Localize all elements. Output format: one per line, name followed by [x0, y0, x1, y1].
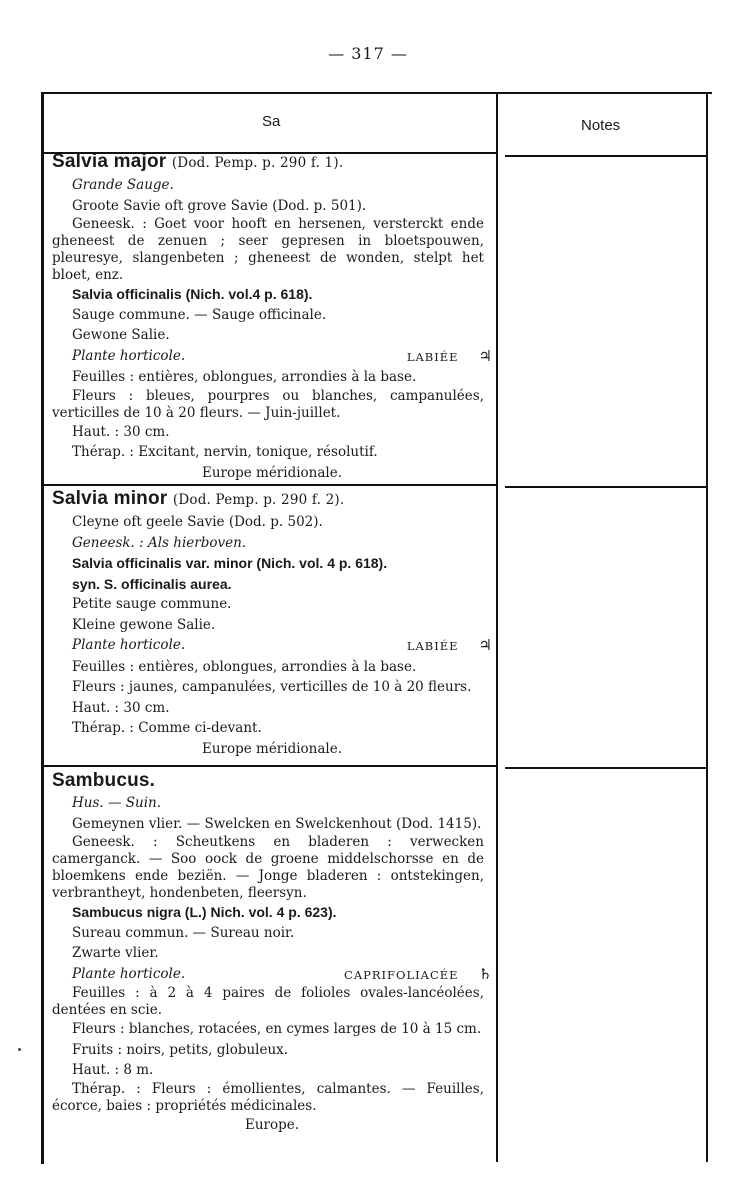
table-right-border	[706, 92, 708, 1162]
leaves: Feuilles : à 2 à 4 paires de folioles ovales-lancéolées, dentées en scie.	[52, 985, 484, 1018]
height: Haut. : 30 cm.	[72, 699, 170, 716]
scientific-name: Sambucus nigra (L.) Nich. vol. 4 p. 623).	[72, 904, 337, 920]
common-name-fr: Sauge commune. — Sauge officinale.	[72, 306, 327, 323]
plant-type-row	[52, 346, 492, 368]
perennial-symbol: ♃	[478, 636, 492, 654]
local-name: Hus. — Suin.	[72, 795, 162, 811]
height: Haut. : 30 cm.	[72, 423, 170, 440]
entry-title-ref: (Dod. Pemp. p. 290 f. 1).	[171, 155, 344, 171]
section-rule-2-notes	[505, 767, 706, 769]
entry-title-name: Sambucus.	[52, 770, 156, 791]
fruits: Fruits : noirs, petits, globuleux.	[72, 1041, 289, 1058]
flemish-name: Cleyne oft geele Savie (Dod. p. 502).	[72, 514, 323, 530]
flowers: Fleurs : jaunes, campanulées, verticilles de 10 à 20 fleurs.	[72, 679, 472, 695]
scientific-name: Salvia officinalis (Nich. vol.4 p. 618).	[72, 286, 313, 302]
entry-title	[52, 150, 492, 175]
entry-salvia-minor	[52, 487, 492, 759]
region: Europe méridionale.	[201, 740, 343, 757]
french-name: Grande Sauge.	[72, 177, 174, 193]
perennial-symbol: ♃	[478, 346, 492, 365]
plant-type-row	[52, 964, 492, 986]
medicinal-note: Geneesk. : Goet voor hooft en hersenen, versterckt ende gheneest de zenuen ; seer gepresen in bloetspouwen, pleuresye, slangenbeten ; gheneest de wonden, stelpt het bloet, enz.	[52, 216, 484, 283]
entry-title-name: Salvia major	[52, 151, 167, 172]
entry-sambucus	[52, 769, 492, 1135]
entry-title	[52, 769, 492, 793]
section-rule-1-notes	[505, 486, 706, 488]
column-divider	[496, 92, 498, 1162]
common-name-nl: Gewone Salie.	[72, 327, 170, 343]
entry-title	[52, 487, 492, 512]
common-name-nl: Zwarte vlier.	[72, 945, 159, 961]
leaves: Feuilles : entières, oblongues, arrondies à la base.	[72, 658, 417, 675]
therapy: Thérap. : Comme ci-devant.	[72, 720, 262, 736]
plant-type-row	[52, 635, 492, 657]
flemish-name: Groote Savie oft grove Savie (Dod. p. 501).	[72, 197, 367, 214]
plant-type: Plante horticole.	[72, 965, 186, 982]
leaves: Feuilles : entières, oblongues, arrondies à la base.	[72, 369, 417, 385]
family-group	[344, 964, 492, 986]
region: Europe méridionale.	[201, 464, 343, 481]
column-header-notes: Notes	[581, 117, 621, 134]
flowers: Fleurs : blanches, rotacées, en cymes larges de 10 à 15 cm.	[72, 1021, 482, 1037]
medicinal-note: Geneesk. : Scheutkens en bladeren : verwecken camerganck. — Soo oock de groene middelschorsse en de bloemkens ende beziën. — Jonge bladeren : ontstekingen, verbrantheyt, hondenbeten, fleersyn.	[52, 834, 484, 901]
plant-type: Plante horticole.	[72, 637, 186, 653]
medicinal-note: Geneesk. : Als hierboven.	[72, 534, 247, 551]
common-name-nl: Kleine gewone Salie.	[72, 616, 216, 633]
section-rule-2	[41, 765, 496, 767]
family: LABIÉE	[406, 639, 459, 653]
family-group	[407, 346, 492, 368]
synonym: syn. S. officinalis aurea.	[72, 575, 232, 592]
section-rule-1	[41, 484, 496, 486]
family: CAPRIFOLIACÉE	[344, 967, 459, 982]
family-group	[407, 635, 492, 657]
scientific-name: Salvia officinalis var. minor (Nich. vol. 4 p. 618).	[72, 555, 388, 571]
family: LABIÉE	[406, 349, 459, 364]
entry-title-ref: (Dod. Pemp. p. 290 f. 2).	[172, 492, 345, 508]
common-name-fr: Petite sauge commune.	[72, 596, 232, 612]
column-header-left: Sa	[262, 113, 281, 130]
header-rule-right	[505, 155, 706, 157]
plant-type: Plante horticole.	[72, 347, 186, 364]
region: Europe.	[244, 1116, 300, 1133]
therapy: Thérap. : Fleurs : émollientes, calmantes. — Feuilles, écorce, baies : propriétés médicinales.	[52, 1080, 484, 1114]
therapy: Thérap. : Excitant, nervin, tonique, résolutif.	[72, 444, 378, 460]
common-name-fr: Sureau commun. — Sureau noir.	[72, 924, 295, 941]
entry-salvia-major	[52, 150, 492, 483]
height: Haut. : 8 m.	[72, 1062, 154, 1078]
page-number: — 317 —	[328, 44, 408, 63]
margin-speck	[18, 1048, 21, 1051]
entry-title-name: Salvia minor	[52, 488, 168, 509]
flemish-name: Gemeynen vlier. — Swelcken en Swelckenhout (Dod. 1415).	[72, 815, 482, 832]
flowers: Fleurs : bleues, pourpres ou blanches, campanulées, verticilles de 10 à 20 fleurs. — Juin-juillet.	[52, 387, 484, 421]
shrub-symbol: ♄	[478, 964, 492, 983]
